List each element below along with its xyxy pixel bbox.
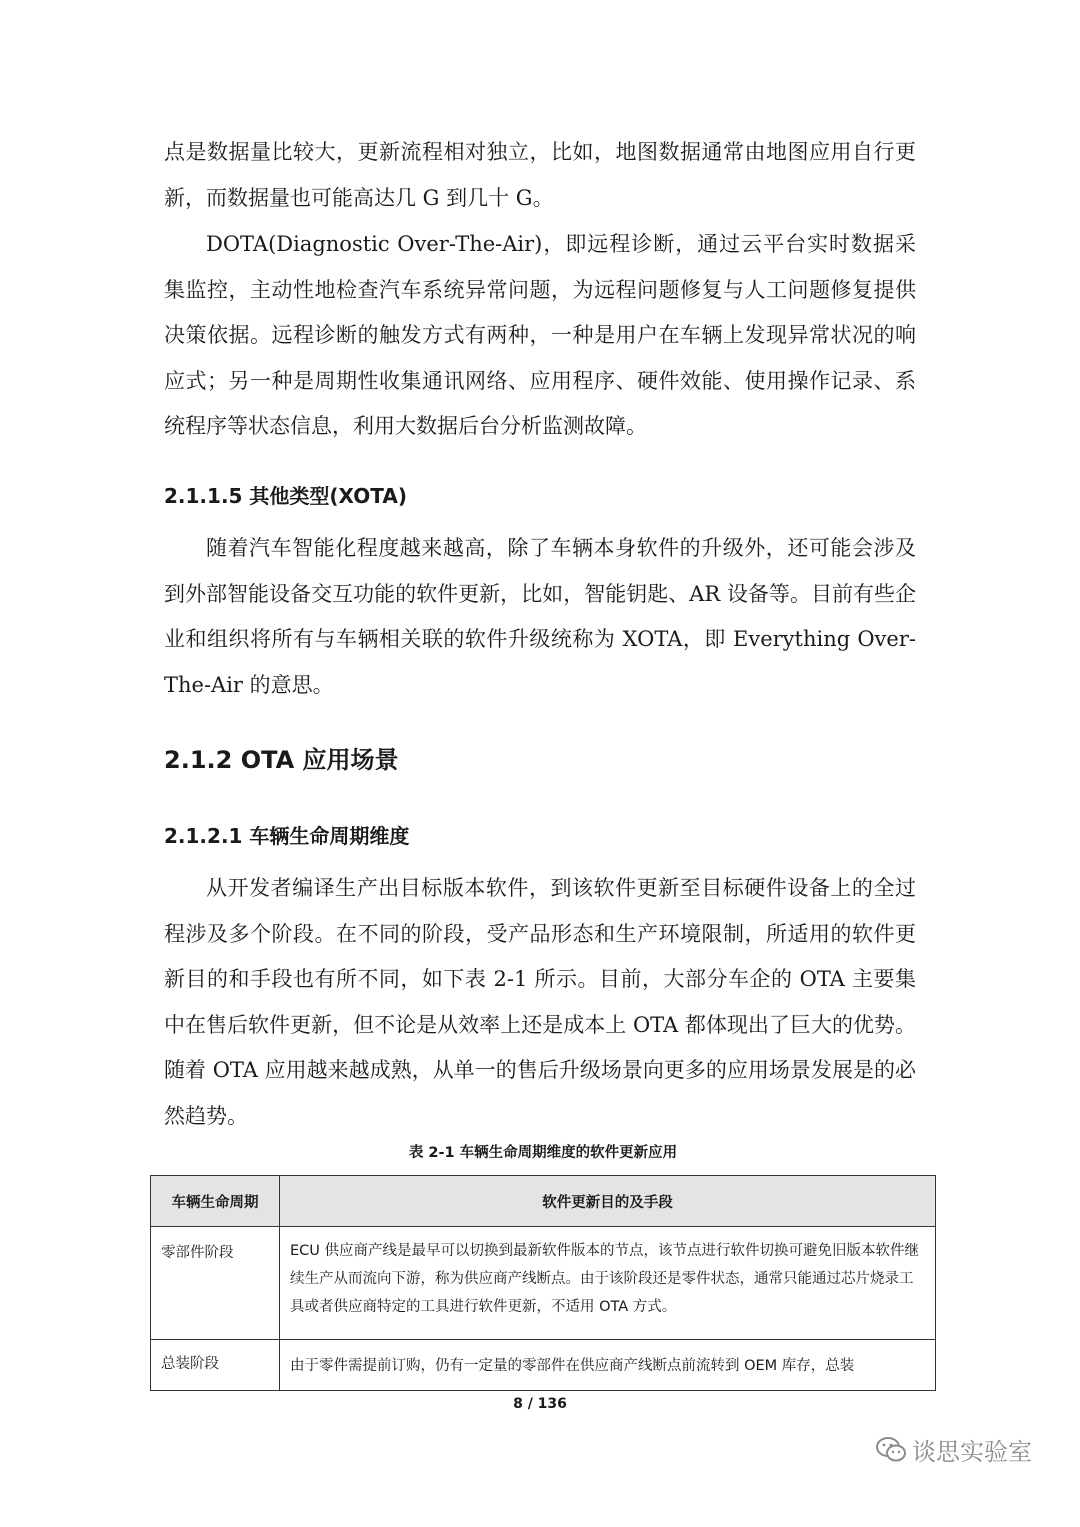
paragraph-xota: 随着汽车智能化程度越来越高，除了车辆本身软件的升级外，还可能会涉及到外部智能设备交互功能的软件更新，比如，智能钥匙、AR 设备等。目前有些企业和组织将所有与车辆相关联的软件升级统称为 XOTA，即 Everything Over-The-Air 的意思。 (164, 536, 916, 697)
wechat-icon (876, 1437, 906, 1463)
lifecycle-table (150, 1175, 936, 1391)
table-cell-stage: 零部件阶段 (151, 1227, 280, 1340)
table-row (151, 1227, 936, 1340)
paragraph-map-data: 点是数据量比较大，更新流程相对独立，比如，地图数据通常由地图应用自行更新，而数据量也可能高达几 G 到几十 G。 (164, 140, 916, 210)
table-header-stage: 车辆生命周期 (151, 1176, 280, 1227)
table-caption: 表 2-1 车辆生命周期维度的软件更新应用 (408, 1145, 678, 1161)
watermark (876, 1432, 1032, 1467)
heading-2-1-1-5: 2.1.1.5 其他类型(XOTA) (164, 484, 407, 508)
paragraph-lifecycle: 从开发者编译生产出目标版本软件，到该软件更新至目标硬件设备上的全过程涉及多个阶段。在不同的阶段，受产品形态和生产环境限制，所适用的软件更新目的和手段也有所不同，如下表 2-1 所示。目前，大部分车企的 OTA 主要集中在售后软件更新，但不论是从效率上还是成本上 OTA 都体现出了巨大的优势。随着 OTA 应用越来越成熟，从单一的售后升级场景向更多的应用场景发展是的必然趋势。 (164, 876, 916, 1128)
paragraph-dota: DOTA(Diagnostic Over-The-Air)，即远程诊断，通过云平台实时数据采集监控，主动性地检查汽车系统异常问题，为远程问题修复与人工问题修复提供决策依据。远程诊断的触发方式有两种，一种是用户在车辆上发现异常状况的响应式；另一种是周期性收集通讯网络、应用程序、硬件效能、使用操作记录、系统程序等状态信息，利用大数据后台分析监测故障。 (164, 232, 916, 439)
table-cell-stage: 总装阶段 (151, 1340, 280, 1391)
table-row (151, 1340, 936, 1391)
table-cell-desc: ECU 供应商产线是最早可以切换到最新软件版本的节点，该节点进行软件切换可避免旧版本软件继续生产从而流向下游，称为供应商产线断点。由于该阶段还是零件状态，通常只能通过芯片烧录工具或者供应商特定的工具进行软件更新，不适用 OTA 方式。 (280, 1227, 936, 1340)
heading-2-1-2-1: 2.1.2.1 车辆生命周期维度 (164, 824, 410, 848)
heading-2-1-2: 2.1.2 OTA 应用场景 (164, 746, 399, 774)
table-header-purpose: 软件更新目的及手段 (280, 1176, 936, 1227)
table-header-row (151, 1176, 936, 1227)
watermark-text: 谈思实验室 (912, 1438, 1032, 1466)
page-number: 8 / 136 (513, 1396, 567, 1412)
table-cell-desc: 由于零件需提前订购，仍有一定量的零部件在供应商产线断点前流转到 OEM 库存，总装 (280, 1340, 936, 1391)
